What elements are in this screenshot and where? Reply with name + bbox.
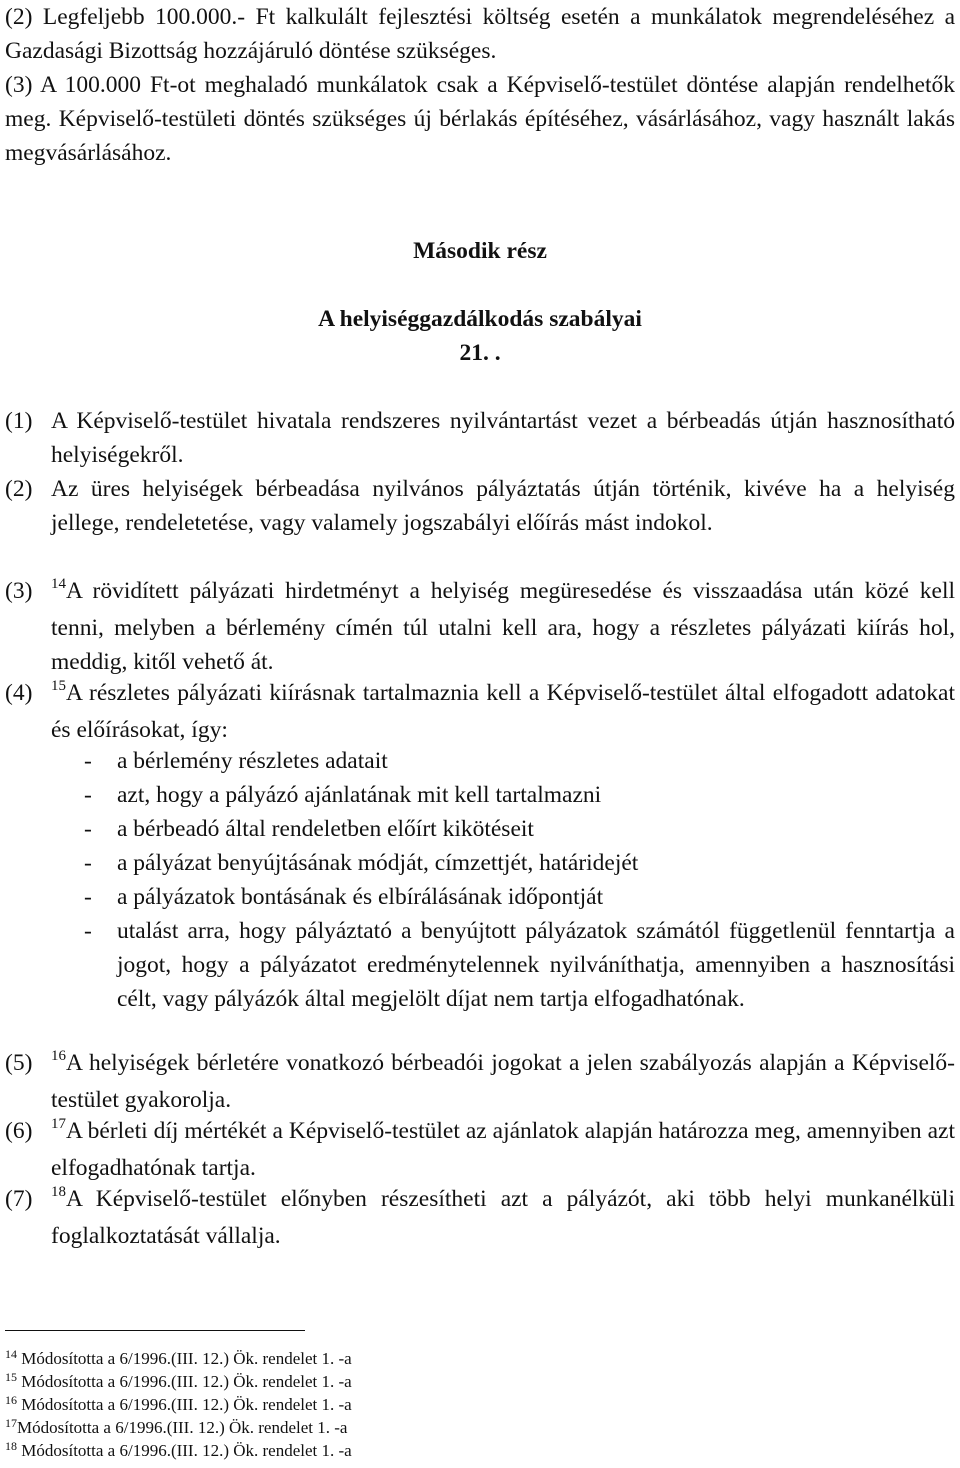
list-item-text: a bérbeadó által rendeletben előírt kikötéseit [117, 816, 534, 842]
list-dash: - [84, 918, 92, 944]
footnote [5, 1440, 352, 1463]
paragraph-body [51, 1182, 955, 1253]
footnote-number: 14 [5, 1347, 17, 1361]
list-item [51, 744, 955, 778]
footnote-text: Módosította a 6/1996.(III. 12.) Ök. rendelet 1. -a [17, 1349, 352, 1368]
footnote-text: Módosította a 6/1996.(III. 12.) Ök. rendelet 1. -a [17, 1441, 352, 1460]
paragraph-number: (6) [5, 1118, 33, 1144]
footnote-number: 18 [5, 1439, 17, 1453]
paragraph-number: (3) [5, 72, 33, 98]
footnote-ref[interactable]: 15 [51, 678, 66, 694]
footnote [5, 1348, 352, 1371]
list-dash: - [84, 748, 92, 774]
list-dash: - [84, 816, 92, 842]
footnote-text: Módosította a 6/1996.(III. 12.) Ök. rendelet 1. -a [17, 1418, 348, 1437]
paragraph-text: A Képviselő-testület hivatala rendszeres nyilvántartást vezet a bérbeadás útján hasznosítható helyiségekről. [51, 408, 955, 468]
paragraph-text: Legfeljebb 100.000.- Ft kalkulált fejlesztési költség esetén a munkálatok megrendeléséhez a Gazdasági Bizottság hozzájáruló döntése szükséges. [5, 4, 955, 64]
footnote-separator [5, 1330, 305, 1331]
paragraph-7 [5, 1182, 955, 1253]
footnote-number: 17 [5, 1416, 17, 1430]
footnote-number: 15 [5, 1370, 17, 1384]
paragraph-number: (1) [5, 408, 33, 434]
paragraph-3 [5, 574, 955, 679]
list-dash: - [84, 782, 92, 808]
paragraph-number: (5) [5, 1050, 33, 1076]
list-item [51, 812, 955, 846]
requirements-list [51, 744, 955, 1016]
section-number: 21. . [459, 340, 501, 366]
footnote-number: 16 [5, 1393, 17, 1407]
footnote-ref[interactable]: 16 [51, 1048, 66, 1064]
footnote-ref[interactable]: 14 [51, 576, 66, 592]
paragraph-number: (3) [5, 578, 33, 604]
footnote-ref[interactable]: 18 [51, 1184, 66, 1200]
list-item-text: utalást arra, hogy pályáztató a benyújtott pályázatok számától függetlenül fenntartja a jogot, hogy a pályázatot eredménytelennek nyilváníthatja, amennyiben a hasznosítási célt, vagy pályázók által megjelölt díjat nem tartja elfogadhatónak. [117, 918, 955, 1012]
paragraph-text: A Képviselő-testület előnyben részesítheti azt a pályázót, aki több helyi munkanélküli foglalkoztatását vállalja. [51, 1186, 955, 1249]
paragraph-1 [5, 404, 955, 472]
section-title: A helyiséggazdálkodás szabályai [318, 306, 642, 332]
footnote-ref[interactable]: 17 [51, 1116, 66, 1132]
paragraph-number: (2) [5, 476, 33, 502]
footnote-text: Módosította a 6/1996.(III. 12.) Ök. rendelet 1. -a [17, 1395, 352, 1414]
list-dash: - [84, 884, 92, 910]
paragraph-number: (4) [5, 680, 33, 706]
paragraph-6 [5, 1114, 955, 1185]
paragraph-text: A rövidített pályázati hirdetményt a helyiség megüresedése és visszaadása után közé kell tenni, melyben a bérlemény címén túl utalni kell ara, hogy a részletes pályázati kiírás hol, meddig, kitől vehető át. [51, 578, 955, 675]
paragraph-body [51, 1114, 955, 1185]
paragraph-5 [5, 1046, 955, 1117]
paragraph-body [51, 1046, 955, 1117]
list-item [51, 846, 955, 880]
footnote [5, 1394, 352, 1417]
part-title: Második rész [413, 238, 547, 264]
footnote [5, 1371, 352, 1394]
paragraph-number: (2) [5, 4, 33, 30]
paragraph-text: A helyiségek bérletére vonatkozó bérbeadói jogokat a jelen szabályozás alapján a Képviselő-testület gyakorolja. [51, 1050, 955, 1113]
paragraph-2 [5, 472, 955, 540]
list-dash: - [84, 850, 92, 876]
paragraph-body [51, 574, 955, 679]
list-item-text: a pályázatok bontásának és elbírálásának időpontját [117, 884, 604, 910]
list-item [51, 778, 955, 812]
footnote-text: Módosította a 6/1996.(III. 12.) Ök. rendelet 1. -a [17, 1372, 352, 1391]
paragraph-2-top [5, 0, 955, 68]
paragraph-text: Az üres helyiségek bérbeadása nyilvános pályáztatás útján történik, kivéve ha a helyiség jellege, rendeletetése, vagy valamely jogszabályi előírás mást indokol. [51, 476, 955, 536]
paragraph-4 [5, 676, 955, 747]
list-item [51, 880, 955, 914]
paragraph-text: A részletes pályázati kiírásnak tartalmaznia kell a Képviselő-testület által elfogadott adatokat és előírásokat, így: [51, 680, 955, 743]
paragraph-body [51, 676, 955, 747]
paragraph-text: A bérleti díj mértékét a Képviselő-testület az ajánlatok alapján határozza meg, amennyiben azt elfogadhatónak tartja. [51, 1118, 955, 1181]
list-item-text: a bérlemény részletes adatait [117, 748, 388, 774]
paragraph-3-top [5, 68, 955, 170]
paragraph-number: (7) [5, 1186, 33, 1212]
paragraph-text: A 100.000 Ft-ot meghaladó munkálatok csak a Képviselő-testület döntése alapján rendelhetők meg. Képviselő-testületi döntés szükséges új bérlakás építéséhez, vásárlásához, vagy használt lakás megvásárlásához. [5, 72, 955, 166]
footnote [5, 1417, 347, 1440]
list-item [51, 914, 955, 1016]
list-item-text: a pályázat benyújtásának módját, címzettjét, határidejét [117, 850, 639, 876]
list-item-text: azt, hogy a pályázó ajánlatának mit kell tartalmazni [117, 782, 602, 808]
